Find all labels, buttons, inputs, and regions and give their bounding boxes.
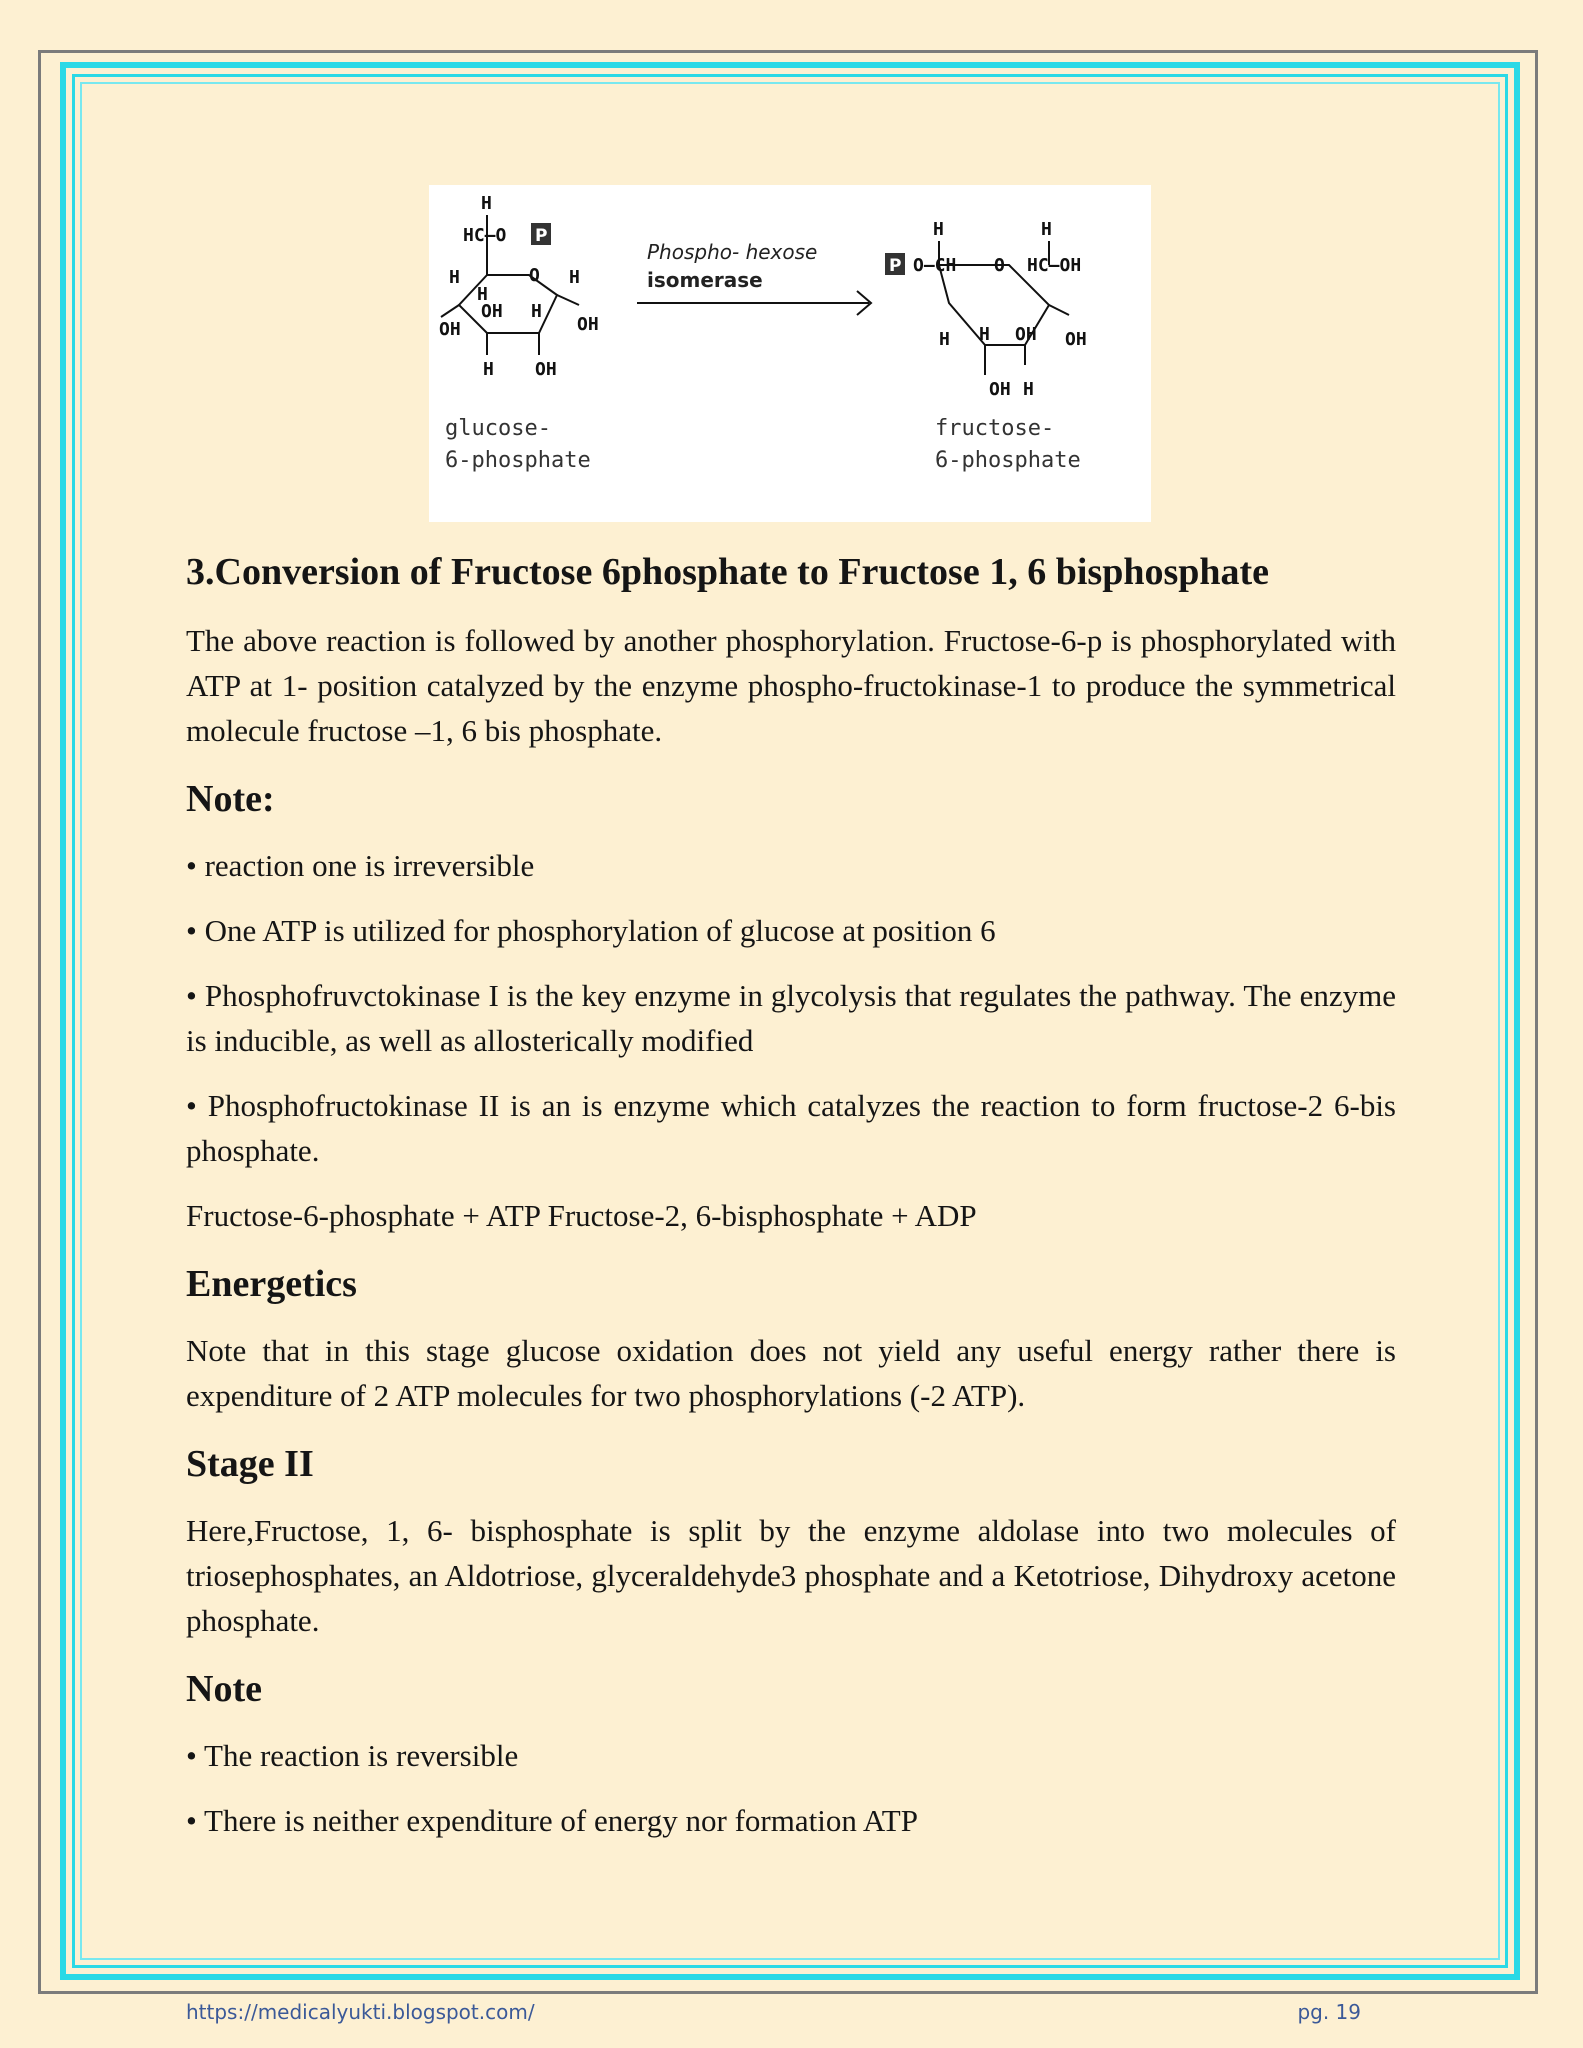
svg-text:H: H xyxy=(569,267,580,288)
isomerase-reaction-diagram xyxy=(429,185,1151,522)
phosphate-badge-left xyxy=(531,223,551,246)
svg-text:H: H xyxy=(939,329,950,350)
svg-text:H: H xyxy=(1023,379,1034,400)
svg-text:O: O xyxy=(994,255,1005,276)
page-number: pg. 19 xyxy=(1297,2000,1361,2024)
energetics-heading: Energetics xyxy=(186,1263,357,1305)
glucose-label-line1: glucose- xyxy=(445,416,551,441)
svg-text:H: H xyxy=(933,219,944,240)
svg-text:P: P xyxy=(535,226,548,246)
svg-text:H: H xyxy=(449,267,460,288)
svg-text:HC–O: HC–O xyxy=(463,225,507,246)
svg-text:O: O xyxy=(529,265,540,286)
reaction-equation: Fructose-6-phosphate + ATP Fructose-2, 6-bisphosphate + ADP xyxy=(186,1198,977,1233)
enzyme-name-line1: Phospho- hexose xyxy=(647,240,818,264)
svg-text:OH: OH xyxy=(577,314,599,335)
reaction-figure xyxy=(429,185,1151,522)
svg-text:H: H xyxy=(483,359,494,380)
note-bullet: • One ATP is utilized for phosphorylation of glucose at position 6 xyxy=(186,913,996,948)
note-bullet: • There is neither expenditure of energy nor formation ATP xyxy=(186,1803,918,1838)
energetics-paragraph: Note that in this stage glucose oxidation does not yield any useful energy rather there is expenditure of 2 ATP molecules for two phosphorylations (-2 ATP). xyxy=(186,1333,1396,1413)
svg-text:OH: OH xyxy=(1015,324,1037,345)
svg-text:P: P xyxy=(889,256,902,276)
svg-text:OH: OH xyxy=(989,379,1011,400)
glucose-ring xyxy=(459,275,557,333)
phosphate-badge-right xyxy=(885,253,905,276)
section-paragraph: The above reaction is followed by another phosphorylation. Fructose-6-p is phosphorylated with ATP at 1- position catalyzed by the enzyme phospho-fructokinase-1 to produce the symmetrical molecule fructose –1, 6 bis phosphate. xyxy=(186,623,1396,748)
stage-ii-paragraph: Here,Fructose, 1, 6- bisphosphate is split by the enzyme aldolase into two molecules of triosephosphates, an Aldotriose, glyceraldehyde3 phosphate and a Ketotriose, Dihydroxy acetone phosphate. xyxy=(186,1513,1396,1638)
note-heading: Note: xyxy=(186,778,275,820)
svg-text:H: H xyxy=(979,324,990,345)
fructose-label-line1: fructose- xyxy=(935,416,1055,441)
enzyme-name-line2: isomerase xyxy=(647,268,763,292)
note-bullet: • Phosphofructokinase II is an is enzyme which catalyzes the reaction to form fructose-2 6-bis phosphate. xyxy=(186,1088,1396,1168)
section-title: 3.Conversion of Fructose 6phosphate to Fructose 1, 6 bisphosphate xyxy=(186,551,1270,593)
stage-ii-heading: Stage II xyxy=(186,1443,314,1485)
svg-text:O–CH: O–CH xyxy=(913,255,957,276)
svg-text:H: H xyxy=(1041,219,1052,240)
svg-text:OH: OH xyxy=(481,301,503,322)
svg-text:OH: OH xyxy=(1065,329,1087,350)
footer-url[interactable]: https://medicalyukti.blogspot.com/ xyxy=(186,2000,535,2024)
note-bullet: • The reaction is reversible xyxy=(186,1738,519,1773)
note-heading-2: Note xyxy=(186,1668,262,1710)
svg-text:H: H xyxy=(531,301,542,322)
svg-text:OH: OH xyxy=(439,319,461,340)
note-bullet: • Phosphofruvctokinase I is the key enzyme in glycolysis that regulates the pathway. The enzyme is inducible, as well as allosterically modified xyxy=(186,978,1396,1058)
note-bullet: • reaction one is irreversible xyxy=(186,848,535,883)
page-content xyxy=(186,548,1396,1863)
glucose-label-line2: 6-phosphate xyxy=(445,448,591,473)
fructose-label-line2: 6-phosphate xyxy=(935,448,1081,473)
svg-text:H: H xyxy=(477,284,488,305)
svg-text:HC–OH: HC–OH xyxy=(1027,255,1082,276)
svg-text:H: H xyxy=(481,193,492,214)
svg-text:OH: OH xyxy=(535,359,557,380)
